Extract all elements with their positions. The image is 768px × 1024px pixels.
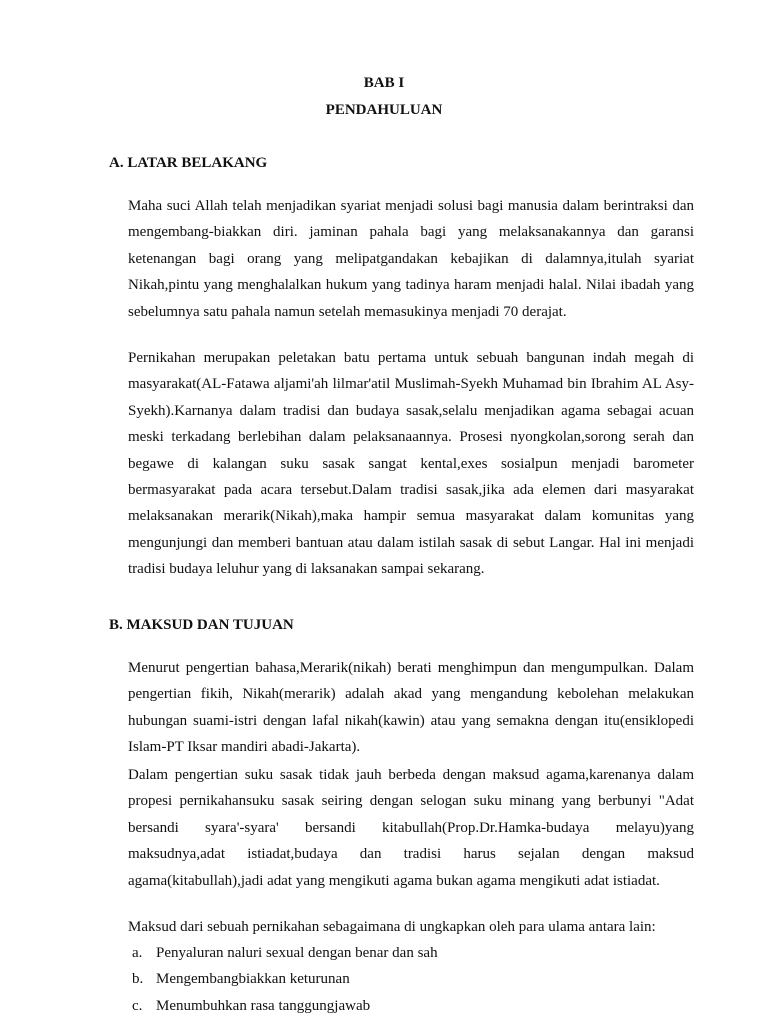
- list-marker: a.: [132, 945, 143, 961]
- chapter-title: PENDAHULUAN: [325, 102, 443, 118]
- section-b-paragraph-3: Maksud dari sebuah pernikahan sebagaimana di ungkapkan oleh para ulama antara lain:: [128, 919, 656, 935]
- list-item: [128, 940, 694, 966]
- list-item-text: Penyaluran naluri sexual dengan benar dan sah: [156, 945, 438, 961]
- section-a-heading: A. LATAR BELAKANG: [109, 155, 268, 171]
- section-a-paragraph-2: Pernikahan merupakan peletakan batu pertama untuk sebuah bangunan indah megah di masyarakat(AL-Fatawa aljami'ah lilmar'atil Muslimah-Syekh Muhamad bin Ibrahim AL Asy-Syekh).Karnanya dalam tradisi dan budaya sasak,selalu menjadikan agama sebagai acuan meski terkadang berlebihan dalam pelaksanaannya. Prosesi nyongkolan,sorong serah dan begawe di kalangan suku sasak sangat kental,exes sosialpun menjadi barometer bermasyarakat pada acara tersebut.Dalam tradisi sasak,jika ada elemen dari masyarakat melaksanakan merarik(Nikah),maka hampir semua masyarakat dalam komunitas yang mengunjungi dan memberi bantuan atau dalam istilah sasak di sebut Langar. Hal ini menjadi tradisi budaya leluhur yang di laksanakan sampai sekarang.: [128, 350, 694, 578]
- section-b-heading: B. MAKSUD DAN TUJUAN: [109, 617, 294, 633]
- purpose-list: [128, 940, 694, 1019]
- list-item: [128, 966, 694, 992]
- section-b-paragraph-2: Dalam pengertian suku sasak tidak jauh berbeda dengan maksud agama,karenanya dalam propesi pernikahansuku sasak seiring dengan selogan suku minang yang berbunyi "Adat bersandi syara'-syara' bersandi kitabullah(Prop.Dr.Hamka-budaya melayu)yang maksudnya,adat istiadat,budaya dan tradisi harus sejalan dengan maksud agama(kitabullah),jadi adat yang mengikuti agama bukan agama mengikuti adat istiadat.: [128, 767, 694, 889]
- list-marker: b.: [132, 971, 144, 988]
- list-item-text: Mengembangbiakkan keturunan: [156, 971, 350, 988]
- list-marker: c.: [132, 997, 143, 1014]
- section-b-paragraph-1: Menurut pengertian bahasa,Merarik(nikah) berati menghimpun dan mengumpulkan. Dalam pengertian fikih, Nikah(merarik) adalah akad yang mengandung kebolehan melakukan hubungan suami-istri dengan lafal nikah(kawin) atau yang semakna dengan itu(ensiklopedi Islam-PT Iksar mandiri abadi-Jakarta).: [128, 660, 694, 756]
- section-a-paragraph-1: Maha suci Allah telah menjadikan syariat menjadi solusi bagi manusia dalam berintraksi dan mengembang-biakkan diri. jaminan pahala bagi yang melaksanakannya dan garansi ketenangan bagi orang yang melipatgandakan kebajikan di dalamnya,itulah syariat Nikah,pintu yang menghalalkan hukum yang tadinya haram menjadi halal. Nilai ibadah yang sebelumnya satu pahala namun setelah memasukinya menjadi 70 derajat.: [128, 198, 694, 320]
- list-item: [128, 993, 694, 1019]
- chapter-number: BAB I: [363, 75, 405, 91]
- list-item-text: Menumbuhkan rasa tanggungjawab: [156, 997, 371, 1014]
